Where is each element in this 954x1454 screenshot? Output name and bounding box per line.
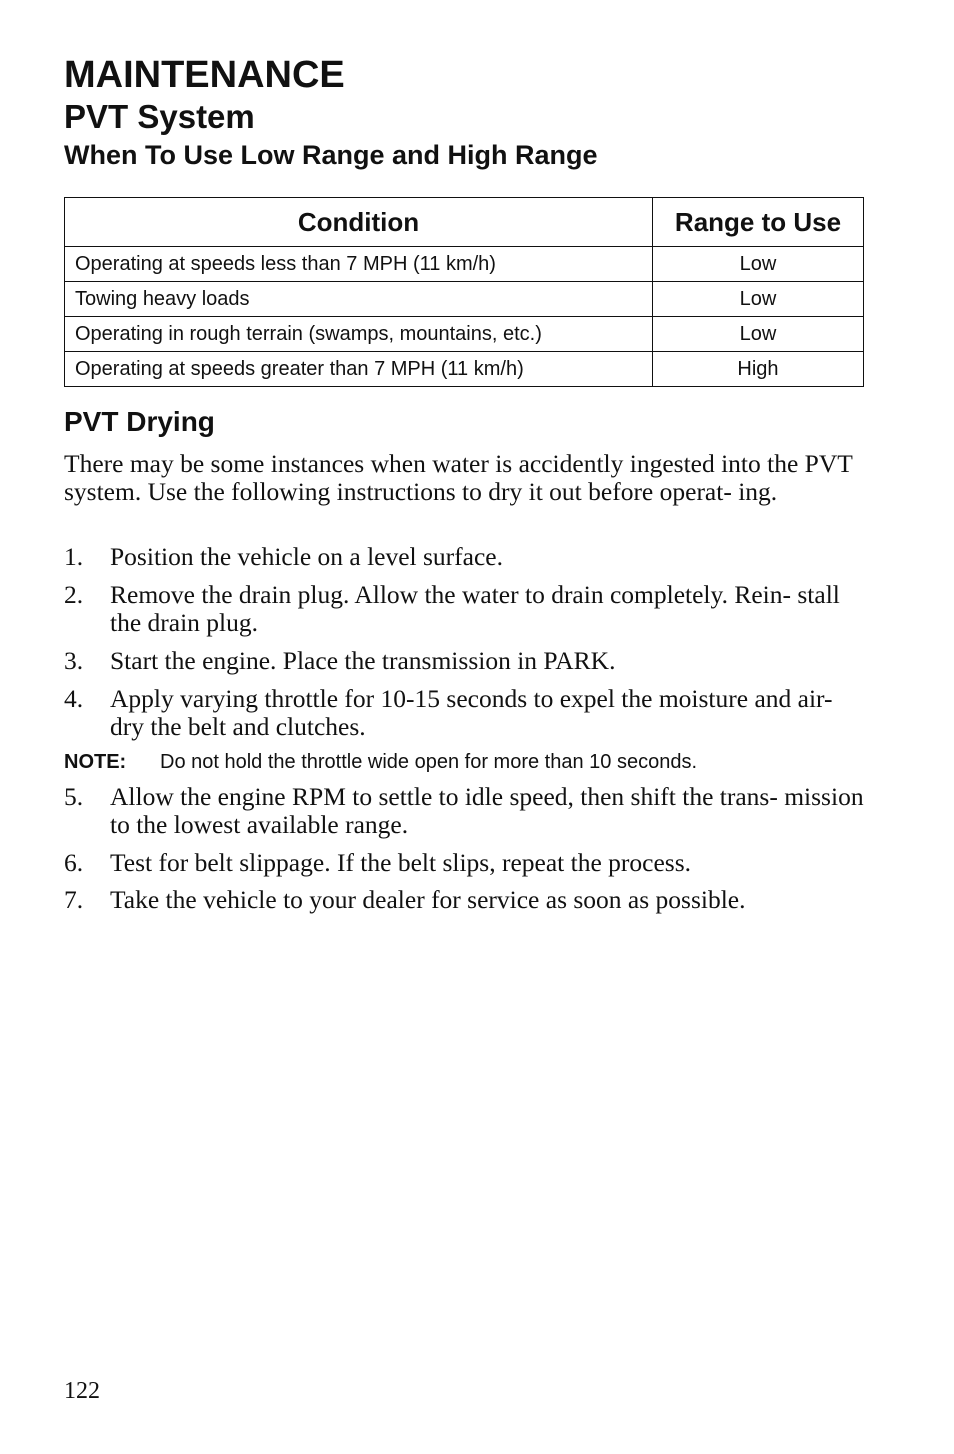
chapter-title: MAINTENANCE bbox=[64, 54, 345, 96]
table-row bbox=[65, 352, 864, 387]
range-cell: High bbox=[653, 352, 864, 387]
subsection-title: When To Use Low Range and High Range bbox=[64, 140, 598, 170]
step-text: Take the vehicle to your dealer for service as soon as possible. bbox=[110, 885, 746, 914]
step-item bbox=[64, 849, 864, 877]
step-text: Position the vehicle on a level surface. bbox=[110, 542, 503, 571]
pvt-drying-heading: PVT Drying bbox=[64, 406, 215, 437]
step-number: 2. bbox=[64, 580, 84, 609]
step-text: Test for belt slippage. If the belt slips, repeat the process. bbox=[110, 848, 691, 877]
table-header-row bbox=[65, 198, 864, 247]
step-number: 5. bbox=[64, 782, 84, 811]
page-number: 122 bbox=[64, 1378, 100, 1404]
note bbox=[64, 749, 864, 775]
step-text: Apply varying throttle for 10-15 seconds to expel the moisture and air-dry the belt and clutches. bbox=[110, 684, 833, 741]
step-number: 4. bbox=[64, 684, 84, 713]
intro-paragraph: There may be some instances when water is accidently ingested into the PVT system. Use the following instructions to dry it out before operat- ing. bbox=[64, 449, 853, 506]
step-text: Remove the drain plug. Allow the water to drain completely. Rein- stall the drain plug. bbox=[110, 580, 840, 637]
step-item bbox=[64, 543, 864, 571]
range-table bbox=[64, 197, 864, 387]
step-number: 3. bbox=[64, 646, 84, 675]
table-row bbox=[65, 247, 864, 282]
step-number: 6. bbox=[64, 848, 84, 877]
condition-cell: Operating at speeds less than 7 MPH (11 km/h) bbox=[65, 247, 653, 282]
note-label: NOTE: bbox=[64, 751, 127, 773]
step-text: Start the engine. Place the transmission in PARK. bbox=[110, 646, 616, 675]
step-item bbox=[64, 783, 864, 839]
range-cell: Low bbox=[653, 247, 864, 282]
step-item bbox=[64, 581, 864, 637]
table-row bbox=[65, 282, 864, 317]
step-item bbox=[64, 685, 864, 741]
condition-cell: Operating in rough terrain (swamps, mountains, etc.) bbox=[65, 317, 653, 352]
column-header-condition: Condition bbox=[65, 198, 653, 247]
table-row bbox=[65, 317, 864, 352]
note-text: Do not hold the throttle wide open for more than 10 seconds. bbox=[160, 751, 698, 773]
step-number: 7. bbox=[64, 885, 84, 914]
step-number: 1. bbox=[64, 542, 84, 571]
condition-cell: Towing heavy loads bbox=[65, 282, 653, 317]
column-header-range: Range to Use bbox=[653, 198, 864, 247]
range-cell: Low bbox=[653, 317, 864, 352]
section-title: PVT System bbox=[64, 98, 255, 135]
step-text: Allow the engine RPM to settle to idle speed, then shift the trans- mission to the lowest available range. bbox=[110, 782, 864, 839]
condition-cell: Operating at speeds greater than 7 MPH (11 km/h) bbox=[65, 352, 653, 387]
step-item bbox=[64, 886, 864, 914]
step-item bbox=[64, 647, 864, 675]
range-cell: Low bbox=[653, 282, 864, 317]
